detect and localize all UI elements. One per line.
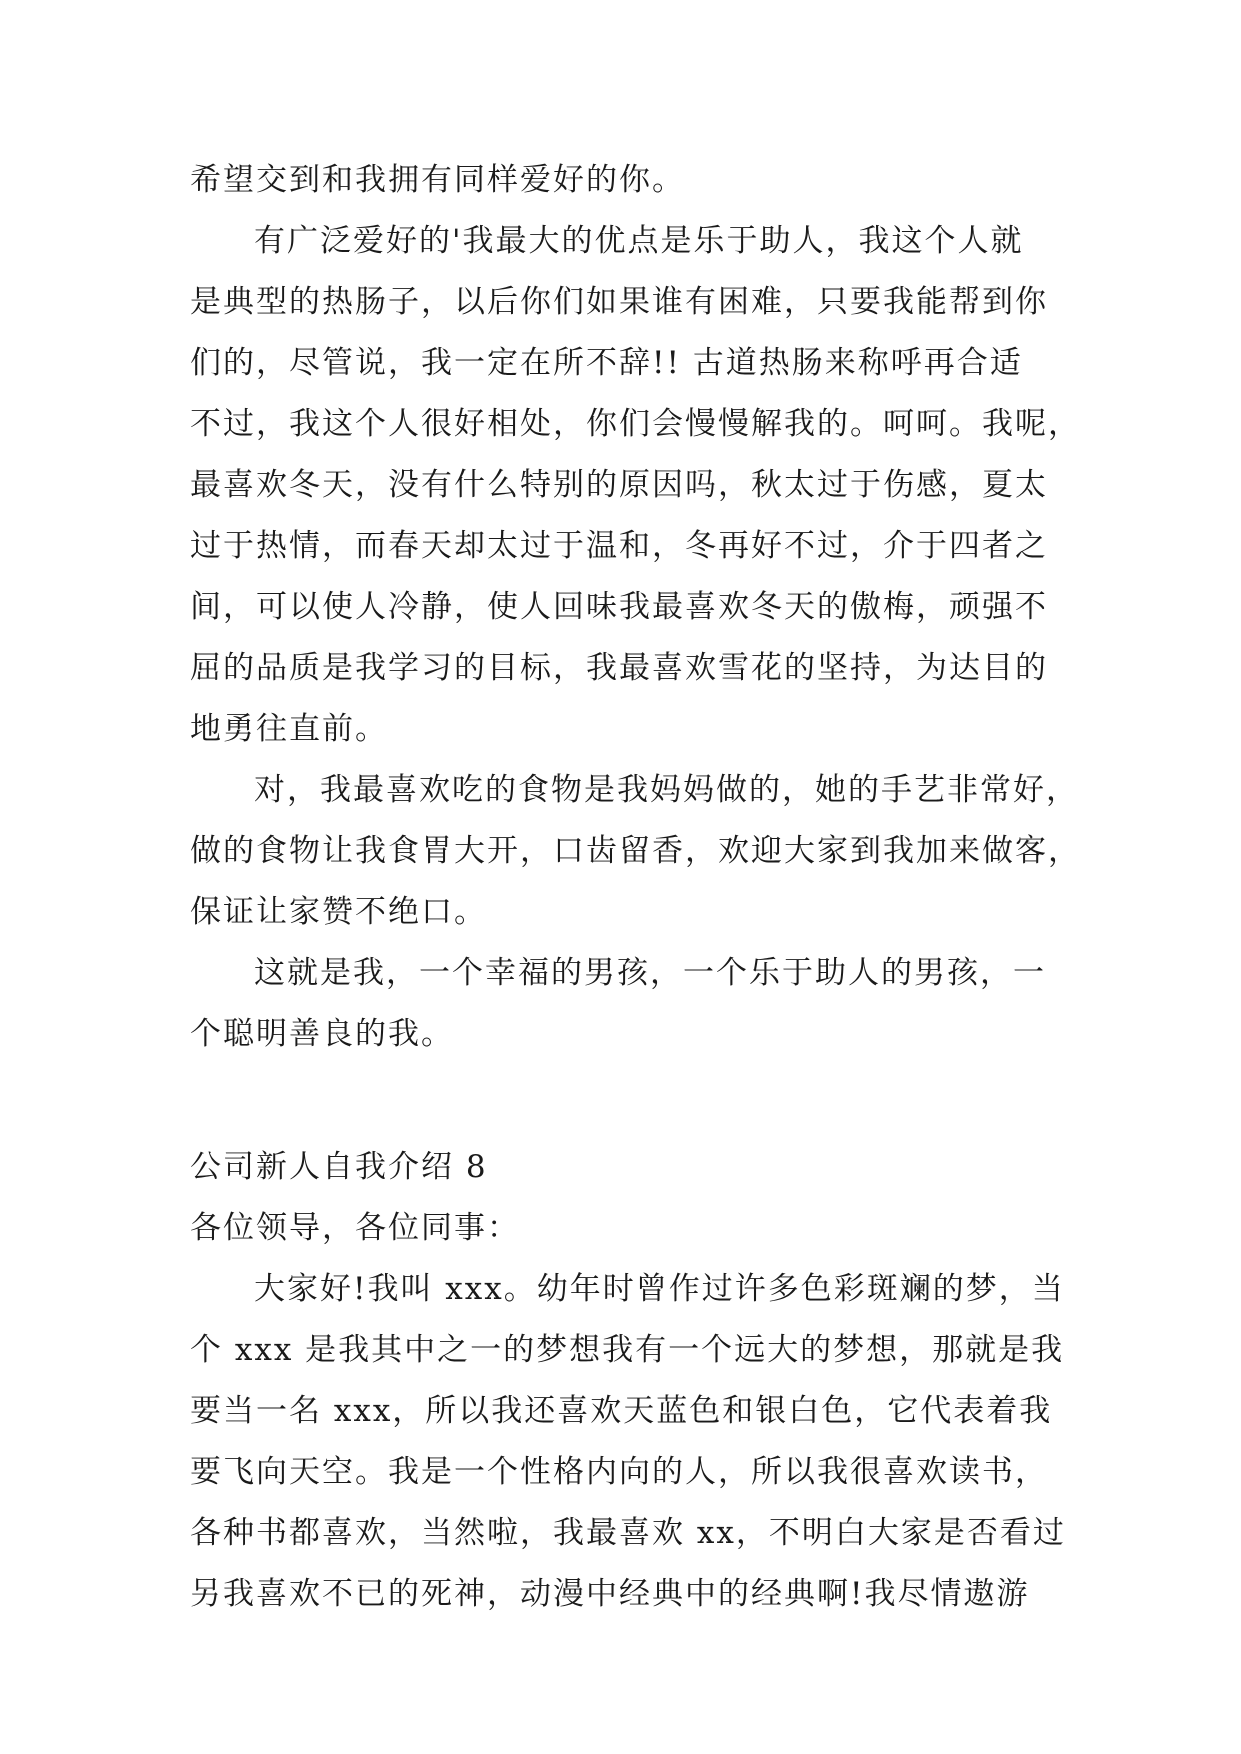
text-line: 最喜欢冬天，没有什么特别的原因吗，秋太过于伤感，夏太 [190,467,1048,503]
text-line: 大家好!我叫 xxx。幼年时曾作过许多色彩斑斓的梦，当 [254,1271,1065,1307]
salutation: 各位领导，各位同事： [190,1210,520,1246]
section-gap [190,1065,1050,1137]
text-line: 另我喜欢不已的死神，动漫中经典中的经典啊!我尽情遨游 [190,1576,1030,1612]
text-line: 做的食物让我食胃大开，口齿留香，欢迎大家到我加来做客， [190,833,1081,869]
text-line: 保证让家赞不绝口。 [190,894,487,930]
text-line: 对，我最喜欢吃的食物是我妈妈做的，她的手艺非常好， [254,772,1079,808]
text-line: 过于热情，而春天却太过于温和，冬再好不过，介于四者之 [190,528,1048,564]
section-heading: 公司新人自我介绍 8 [190,1149,488,1185]
text-line: 希望交到和我拥有同样爱好的你。 [190,162,685,198]
text-line: 屈的品质是我学习的目标，我最喜欢雪花的坚持，为达目的 [190,650,1048,686]
text-line: 间，可以使人冷静，使人回味我最喜欢冬天的傲梅，顽强不 [190,589,1048,625]
text-line: 要飞向天空。我是一个性格内向的人，所以我很喜欢读书， [190,1454,1048,1490]
text-line: 是典型的热肠子，以后你们如果谁有困难，只要我能帮到你 [190,284,1048,320]
text-line: 个 xxx 是我其中之一的梦想我有一个远大的梦想，那就是我 [190,1332,1065,1368]
document-page [190,150,1081,1625]
text-line: 不过，我这个人很好相处，你们会慢慢解我的。呵呵。我呢， [190,406,1081,442]
text-line: 各种书都喜欢，当然啦，我最喜欢 xx，不明白大家是否看过 [190,1515,1066,1551]
text-line: 个聪明善良的我。 [190,1016,454,1052]
text-line: 地勇往直前。 [190,711,388,747]
text-line: 要当一名 xxx，所以我还喜欢天蓝色和银白色，它代表着我 [190,1393,1053,1429]
text-line: 这就是我，一个幸福的男孩，一个乐于助人的男孩，一 [254,955,1046,991]
text-line: 们的，尽管说，我一定在所不辞!! 古道热肠来称呼再合适 [190,345,1023,381]
text-line: 有广泛爱好的'我最大的优点是乐于助人，我这个人就 [254,223,1024,259]
